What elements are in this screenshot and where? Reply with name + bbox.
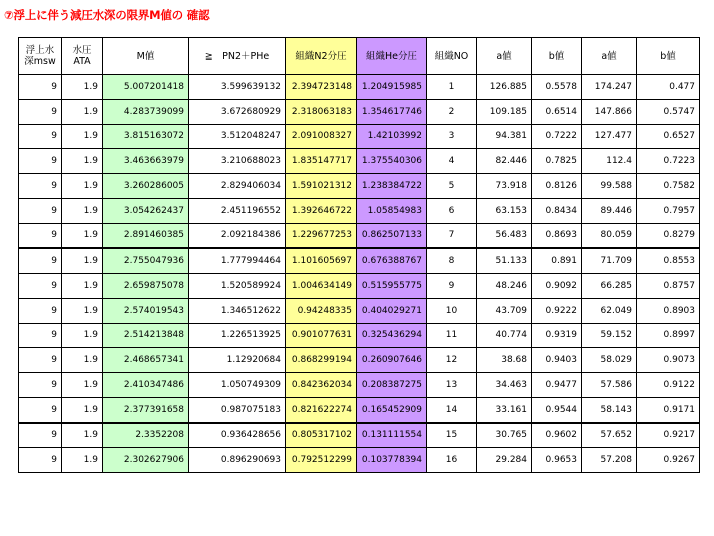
tissue-no-cell: 12 bbox=[427, 348, 477, 373]
pressure-cell: 1.9 bbox=[62, 99, 103, 124]
he-partial-cell: 1.354617746 bbox=[357, 99, 427, 124]
depth-cell: 9 bbox=[19, 198, 62, 223]
m-value-cell: 3.054262437 bbox=[103, 198, 189, 223]
m-value-cell: 2.468657341 bbox=[103, 348, 189, 373]
table-row bbox=[19, 448, 700, 473]
m-value-cell: 3.260286005 bbox=[103, 174, 189, 199]
he-partial-cell: 1.204915985 bbox=[357, 75, 427, 100]
b-value-he-cell: 0.9073 bbox=[637, 348, 700, 373]
pn2-phe-cell: 1.226513925 bbox=[189, 323, 286, 348]
tissue-no-cell: 15 bbox=[427, 423, 477, 448]
n2-partial-cell: 1.392646722 bbox=[286, 198, 357, 223]
he-partial-cell: 0.165452909 bbox=[357, 397, 427, 422]
b-value-he-cell: 0.7223 bbox=[637, 149, 700, 174]
a-value-n2-cell: 51.133 bbox=[477, 248, 532, 273]
n2-partial-cell: 1.835147717 bbox=[286, 149, 357, 174]
b-value-he-cell: 0.9217 bbox=[637, 423, 700, 448]
pn2-phe-cell: 2.829406034 bbox=[189, 174, 286, 199]
a-value-he-cell: 59.152 bbox=[582, 323, 637, 348]
b-value-he-cell: 0.6527 bbox=[637, 124, 700, 149]
a-value-n2-cell: 94.381 bbox=[477, 124, 532, 149]
a-value-n2-cell: 126.885 bbox=[477, 75, 532, 100]
b-value-n2-cell: 0.9602 bbox=[532, 423, 582, 448]
table-row bbox=[19, 149, 700, 174]
pn2-phe-cell: 3.210688023 bbox=[189, 149, 286, 174]
n2-partial-cell: 2.091008327 bbox=[286, 124, 357, 149]
tissue-no-cell: 3 bbox=[427, 124, 477, 149]
header-depth bbox=[19, 38, 62, 75]
header-pressure-line: 水圧 bbox=[72, 45, 92, 56]
he-partial-cell: 1.05854983 bbox=[357, 198, 427, 223]
tissue-no-cell: 7 bbox=[427, 223, 477, 248]
header-n2-partial bbox=[286, 38, 357, 75]
n2-partial-cell: 1.591021312 bbox=[286, 174, 357, 199]
pn2-phe-cell: 0.896290693 bbox=[189, 448, 286, 473]
a-value-n2-cell: 33.161 bbox=[477, 397, 532, 422]
pn2-phe-cell: 0.936428656 bbox=[189, 423, 286, 448]
m-value-cell: 2.410347486 bbox=[103, 373, 189, 398]
pressure-cell: 1.9 bbox=[62, 448, 103, 473]
header-a-value-n2-line: a値 bbox=[496, 50, 512, 62]
tissue-no-cell: 16 bbox=[427, 448, 477, 473]
tissue-no-cell: 6 bbox=[427, 198, 477, 223]
table-row bbox=[19, 99, 700, 124]
pn2-phe-cell: 1.050749309 bbox=[189, 373, 286, 398]
b-value-he-cell: 0.9267 bbox=[637, 448, 700, 473]
header-row bbox=[19, 38, 700, 75]
a-value-n2-cell: 29.284 bbox=[477, 448, 532, 473]
b-value-he-cell: 0.5747 bbox=[637, 99, 700, 124]
pn2-phe-cell: 3.672680929 bbox=[189, 99, 286, 124]
pressure-cell: 1.9 bbox=[62, 373, 103, 398]
pressure-cell: 1.9 bbox=[62, 397, 103, 422]
a-value-n2-cell: 82.446 bbox=[477, 149, 532, 174]
m-value-cell: 2.377391658 bbox=[103, 397, 189, 422]
a-value-he-cell: 71.709 bbox=[582, 248, 637, 273]
depth-cell: 9 bbox=[19, 397, 62, 422]
depth-cell: 9 bbox=[19, 448, 62, 473]
table-row bbox=[19, 298, 700, 323]
pn2-phe-cell: 1.12920684 bbox=[189, 348, 286, 373]
b-value-he-cell: 0.9171 bbox=[637, 397, 700, 422]
b-value-n2-cell: 0.9544 bbox=[532, 397, 582, 422]
pressure-cell: 1.9 bbox=[62, 149, 103, 174]
pn2-phe-cell: 2.092184386 bbox=[189, 223, 286, 248]
pn2-phe-cell: 3.599639132 bbox=[189, 75, 286, 100]
he-partial-cell: 1.375540306 bbox=[357, 149, 427, 174]
a-value-n2-cell: 34.463 bbox=[477, 373, 532, 398]
n2-partial-cell: 2.318063183 bbox=[286, 99, 357, 124]
m-value-cell: 2.574019543 bbox=[103, 298, 189, 323]
table-row bbox=[19, 174, 700, 199]
a-value-he-cell: 62.049 bbox=[582, 298, 637, 323]
he-partial-cell: 1.238384722 bbox=[357, 174, 427, 199]
he-partial-cell: 0.325436294 bbox=[357, 323, 427, 348]
n2-partial-cell: 0.842362034 bbox=[286, 373, 357, 398]
b-value-he-cell: 0.8279 bbox=[637, 223, 700, 248]
a-value-n2-cell: 40.774 bbox=[477, 323, 532, 348]
tissue-no-cell: 8 bbox=[427, 248, 477, 273]
pn2-phe-cell: 3.512048247 bbox=[189, 124, 286, 149]
pressure-cell: 1.9 bbox=[62, 75, 103, 100]
pressure-cell: 1.9 bbox=[62, 124, 103, 149]
a-value-n2-cell: 48.246 bbox=[477, 274, 532, 299]
a-value-n2-cell: 63.153 bbox=[477, 198, 532, 223]
n2-partial-cell: 0.792512299 bbox=[286, 448, 357, 473]
n2-partial-cell: 0.805317102 bbox=[286, 423, 357, 448]
pn2-phe-cell: 0.987075183 bbox=[189, 397, 286, 422]
tissue-no-cell: 9 bbox=[427, 274, 477, 299]
pressure-cell: 1.9 bbox=[62, 423, 103, 448]
table-body bbox=[19, 75, 700, 473]
m-value-cell: 2.659875078 bbox=[103, 274, 189, 299]
n2-partial-cell: 0.901077631 bbox=[286, 323, 357, 348]
pn2-phe-cell: 2.451196552 bbox=[189, 198, 286, 223]
b-value-he-cell: 0.9122 bbox=[637, 373, 700, 398]
m-value-cell: 2.755047936 bbox=[103, 248, 189, 273]
table-row bbox=[19, 423, 700, 448]
header-pn2-phe-line: ≧ PN2＋PHe bbox=[204, 50, 270, 62]
pressure-cell: 1.9 bbox=[62, 223, 103, 248]
depth-cell: 9 bbox=[19, 348, 62, 373]
pressure-cell: 1.9 bbox=[62, 274, 103, 299]
pressure-cell: 1.9 bbox=[62, 248, 103, 273]
table-row bbox=[19, 323, 700, 348]
tissue-no-cell: 10 bbox=[427, 298, 477, 323]
a-value-he-cell: 66.285 bbox=[582, 274, 637, 299]
header-a-value-he-line: a値 bbox=[601, 50, 617, 62]
a-value-n2-cell: 38.68 bbox=[477, 348, 532, 373]
m-value-cell: 3.463663979 bbox=[103, 149, 189, 174]
tissue-no-cell: 14 bbox=[427, 397, 477, 422]
n2-partial-cell: 0.868299194 bbox=[286, 348, 357, 373]
m-value-cell: 4.283739099 bbox=[103, 99, 189, 124]
depth-cell: 9 bbox=[19, 223, 62, 248]
tissue-no-cell: 13 bbox=[427, 373, 477, 398]
n2-partial-cell: 1.004634149 bbox=[286, 274, 357, 299]
pn2-phe-cell: 1.520589924 bbox=[189, 274, 286, 299]
pn2-phe-cell: 1.346512622 bbox=[189, 298, 286, 323]
a-value-n2-cell: 43.709 bbox=[477, 298, 532, 323]
header-a-value-he bbox=[582, 38, 637, 75]
b-value-n2-cell: 0.7825 bbox=[532, 149, 582, 174]
b-value-he-cell: 0.8757 bbox=[637, 274, 700, 299]
m-value-cell: 3.815163072 bbox=[103, 124, 189, 149]
b-value-he-cell: 0.8903 bbox=[637, 298, 700, 323]
a-value-he-cell: 174.247 bbox=[582, 75, 637, 100]
table-row bbox=[19, 75, 700, 100]
m-value-cell: 5.007201418 bbox=[103, 75, 189, 100]
he-partial-cell: 0.260907646 bbox=[357, 348, 427, 373]
tissue-no-cell: 4 bbox=[427, 149, 477, 174]
b-value-n2-cell: 0.8693 bbox=[532, 223, 582, 248]
n2-partial-cell: 0.94248335 bbox=[286, 298, 357, 323]
header-b-value-he bbox=[637, 38, 700, 75]
a-value-he-cell: 127.477 bbox=[582, 124, 637, 149]
header-n2-partial-line: 組織N2分圧 bbox=[295, 50, 347, 62]
a-value-he-cell: 99.588 bbox=[582, 174, 637, 199]
depth-cell: 9 bbox=[19, 124, 62, 149]
table-row bbox=[19, 397, 700, 422]
pressure-cell: 1.9 bbox=[62, 174, 103, 199]
a-value-he-cell: 147.866 bbox=[582, 99, 637, 124]
tissue-no-cell: 2 bbox=[427, 99, 477, 124]
n2-partial-cell: 1.101605697 bbox=[286, 248, 357, 273]
he-partial-cell: 0.676388767 bbox=[357, 248, 427, 273]
a-value-he-cell: 57.586 bbox=[582, 373, 637, 398]
header-b-value-n2-line: b値 bbox=[548, 50, 565, 62]
header-a-value-n2 bbox=[477, 38, 532, 75]
n2-partial-cell: 0.821622274 bbox=[286, 397, 357, 422]
table-row bbox=[19, 223, 700, 248]
n2-partial-cell: 1.229677253 bbox=[286, 223, 357, 248]
a-value-n2-cell: 30.765 bbox=[477, 423, 532, 448]
a-value-n2-cell: 73.918 bbox=[477, 174, 532, 199]
b-value-n2-cell: 0.9092 bbox=[532, 274, 582, 299]
depth-cell: 9 bbox=[19, 99, 62, 124]
page-title: ⑦浮上に伴う減圧水深の限界M値の 確認 bbox=[4, 8, 210, 22]
a-value-he-cell: 89.446 bbox=[582, 198, 637, 223]
depth-cell: 9 bbox=[19, 373, 62, 398]
table-row bbox=[19, 198, 700, 223]
b-value-n2-cell: 0.6514 bbox=[532, 99, 582, 124]
m-value-cell: 2.302627906 bbox=[103, 448, 189, 473]
m-value-cell: 2.891460385 bbox=[103, 223, 189, 248]
b-value-he-cell: 0.477 bbox=[637, 75, 700, 100]
header-depth-line: 深msw bbox=[24, 56, 56, 67]
depth-cell: 9 bbox=[19, 75, 62, 100]
a-value-he-cell: 58.143 bbox=[582, 397, 637, 422]
header-he-partial-line: 組織He分圧 bbox=[366, 50, 417, 62]
a-value-he-cell: 112.4 bbox=[582, 149, 637, 174]
he-partial-cell: 0.131111554 bbox=[357, 423, 427, 448]
depth-cell: 9 bbox=[19, 423, 62, 448]
b-value-n2-cell: 0.9653 bbox=[532, 448, 582, 473]
b-value-n2-cell: 0.7222 bbox=[532, 124, 582, 149]
tissue-no-cell: 1 bbox=[427, 75, 477, 100]
pn2-phe-cell: 1.777994464 bbox=[189, 248, 286, 273]
a-value-he-cell: 57.208 bbox=[582, 448, 637, 473]
header-depth-line: 浮上水 bbox=[25, 45, 55, 56]
depth-cell: 9 bbox=[19, 248, 62, 273]
a-value-he-cell: 58.029 bbox=[582, 348, 637, 373]
table-row bbox=[19, 348, 700, 373]
he-partial-cell: 0.515955775 bbox=[357, 274, 427, 299]
depth-cell: 9 bbox=[19, 323, 62, 348]
b-value-n2-cell: 0.9222 bbox=[532, 298, 582, 323]
a-value-he-cell: 80.059 bbox=[582, 223, 637, 248]
b-value-he-cell: 0.7582 bbox=[637, 174, 700, 199]
b-value-n2-cell: 0.891 bbox=[532, 248, 582, 273]
he-partial-cell: 0.103778394 bbox=[357, 448, 427, 473]
header-pressure-line: ATA bbox=[73, 56, 91, 67]
b-value-n2-cell: 0.9319 bbox=[532, 323, 582, 348]
tissue-no-cell: 5 bbox=[427, 174, 477, 199]
pressure-cell: 1.9 bbox=[62, 348, 103, 373]
table-row bbox=[19, 248, 700, 273]
a-value-n2-cell: 109.185 bbox=[477, 99, 532, 124]
depth-cell: 9 bbox=[19, 174, 62, 199]
header-tissue-no bbox=[427, 38, 477, 75]
decompression-m-value-table bbox=[18, 37, 700, 473]
header-tissue-no-line: 組織NO bbox=[434, 50, 469, 62]
m-value-cell: 2.3352208 bbox=[103, 423, 189, 448]
header-he-partial bbox=[357, 38, 427, 75]
he-partial-cell: 0.208387275 bbox=[357, 373, 427, 398]
pressure-cell: 1.9 bbox=[62, 298, 103, 323]
header-m-value-line: M値 bbox=[136, 50, 155, 62]
b-value-n2-cell: 0.9477 bbox=[532, 373, 582, 398]
b-value-n2-cell: 0.9403 bbox=[532, 348, 582, 373]
tissue-no-cell: 11 bbox=[427, 323, 477, 348]
b-value-n2-cell: 0.8126 bbox=[532, 174, 582, 199]
header-m-value bbox=[103, 38, 189, 75]
he-partial-cell: 0.404029271 bbox=[357, 298, 427, 323]
depth-cell: 9 bbox=[19, 149, 62, 174]
b-value-he-cell: 0.8997 bbox=[637, 323, 700, 348]
b-value-he-cell: 0.8553 bbox=[637, 248, 700, 273]
a-value-n2-cell: 56.483 bbox=[477, 223, 532, 248]
b-value-n2-cell: 0.8434 bbox=[532, 198, 582, 223]
header-pressure bbox=[62, 38, 103, 75]
he-partial-cell: 1.42103992 bbox=[357, 124, 427, 149]
m-value-cell: 2.514213848 bbox=[103, 323, 189, 348]
header-pn2-phe bbox=[189, 38, 286, 75]
pressure-cell: 1.9 bbox=[62, 323, 103, 348]
b-value-n2-cell: 0.5578 bbox=[532, 75, 582, 100]
he-partial-cell: 0.862507133 bbox=[357, 223, 427, 248]
header-b-value-he-line: b値 bbox=[660, 50, 676, 62]
header-b-value-n2 bbox=[532, 38, 582, 75]
table-row bbox=[19, 373, 700, 398]
a-value-he-cell: 57.652 bbox=[582, 423, 637, 448]
depth-cell: 9 bbox=[19, 274, 62, 299]
pressure-cell: 1.9 bbox=[62, 198, 103, 223]
n2-partial-cell: 2.394723148 bbox=[286, 75, 357, 100]
table-row bbox=[19, 124, 700, 149]
b-value-he-cell: 0.7957 bbox=[637, 198, 700, 223]
table-row bbox=[19, 274, 700, 299]
depth-cell: 9 bbox=[19, 298, 62, 323]
